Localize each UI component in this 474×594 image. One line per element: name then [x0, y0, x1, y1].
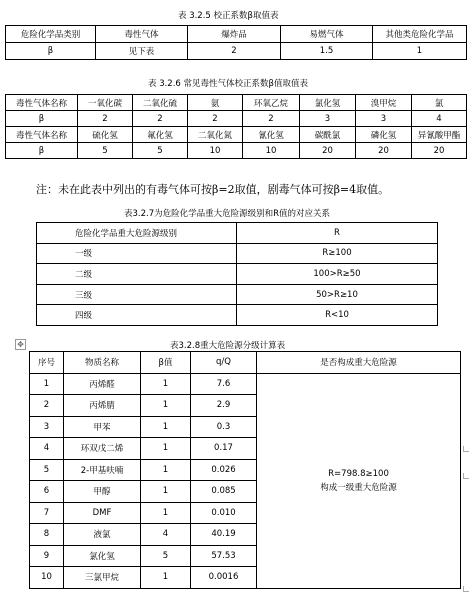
table2-title: 表 3.2.6 常见毒性气体校正系数β值取值表 — [148, 79, 308, 89]
table-cell: 5 — [133, 143, 188, 159]
table-row — [37, 305, 438, 326]
toxic-gas-beta-table — [5, 94, 467, 159]
table-header-cell: 易燃气体 — [281, 26, 373, 43]
table-cell: 2 — [188, 43, 281, 60]
table-cell: 1 — [141, 502, 191, 524]
table-header-cell: 其他类危险化学品 — [373, 26, 467, 43]
table-cell: 2 — [78, 111, 133, 127]
table-cell: 四级 — [37, 305, 237, 326]
table-cell: 10 — [188, 143, 243, 159]
table-cell: 0.010 — [191, 502, 257, 524]
hazard-level-r-table — [36, 222, 438, 326]
table-cell: 硫化氢 — [78, 127, 133, 143]
table-row — [37, 243, 438, 264]
table-header-cell: R — [237, 223, 438, 244]
table-cell: 9 — [30, 545, 64, 567]
table-header-cell: 爆炸品 — [188, 26, 281, 43]
table-cell: 8 — [30, 524, 64, 546]
table-cell: 丙烯醛 — [64, 373, 141, 395]
table-cell: 异氰酸甲酯 — [412, 127, 467, 143]
table-cell: 1 — [373, 43, 467, 60]
table-cell: β — [6, 143, 78, 159]
table-cell: 20 — [300, 143, 356, 159]
table-cell: 1 — [141, 373, 191, 395]
table-cell: 氯化氢 — [64, 545, 141, 567]
table-row — [6, 143, 467, 159]
table-header-cell: β值 — [141, 352, 191, 374]
result-cell — [257, 373, 461, 588]
table-header-cell: 序号 — [30, 352, 64, 374]
table3-title: 表3.2.7为危险化学品重大危险源级别和R值的对应关系 — [124, 209, 331, 219]
table-cell: 3 — [30, 416, 64, 438]
table-cell: 氯化氢 — [300, 95, 356, 111]
paragraph-mark-icon — [463, 473, 469, 479]
table-cell: 4 — [30, 438, 64, 460]
table-cell: 1 — [141, 395, 191, 417]
table-move-handle-icon[interactable]: ✥ — [15, 339, 26, 350]
table-cell: 氟化氢 — [133, 127, 188, 143]
table-cell: 4 — [141, 524, 191, 546]
table-cell: 二氧化硫 — [133, 95, 188, 111]
table-cell: 5 — [141, 545, 191, 567]
table-cell: β — [6, 111, 78, 127]
result-r-value: R=798.8≥100 — [328, 468, 389, 479]
table-cell: R≥100 — [237, 243, 438, 264]
table-cell: 2 — [243, 111, 300, 127]
table-cell: 20 — [356, 143, 412, 159]
table-header-cell: 毒性气体 — [96, 26, 188, 43]
table-cell: 3 — [356, 111, 412, 127]
table-cell: 100>R≥50 — [237, 264, 438, 285]
table-cell: β — [6, 43, 96, 60]
table-cell: 0.17 — [191, 438, 257, 460]
table-cell: 0.026 — [191, 459, 257, 481]
table-cell: 5 — [30, 459, 64, 481]
table-cell: 氰化氢 — [243, 127, 300, 143]
table-cell: 环氧乙烷 — [243, 95, 300, 111]
table-cell: 10 — [243, 143, 300, 159]
table-cell: 毒性气体名称 — [6, 127, 78, 143]
beta-note: 注：未在此表中列出的有毒气体可按β=2取值，剧毒气体可按β=4取值。 — [36, 183, 390, 196]
table1-title: 表 3.2.5 校正系数β取值表 — [178, 11, 279, 21]
table-cell: 2.9 — [191, 395, 257, 417]
table-cell: 二氧化氮 — [188, 127, 243, 143]
paragraph-mark-icon — [463, 446, 469, 452]
table-cell: 2 — [133, 111, 188, 127]
table-cell: 磷化氢 — [356, 127, 412, 143]
table-cell: 甲醇 — [64, 481, 141, 503]
table-cell: 环双戊二烯 — [64, 438, 141, 460]
table-cell: 液氯 — [64, 524, 141, 546]
table-row — [37, 223, 438, 244]
table-cell: 1 — [141, 459, 191, 481]
table-cell: 1 — [141, 567, 191, 589]
table-cell: 溴甲烷 — [356, 95, 412, 111]
table-cell: 1 — [141, 438, 191, 460]
table-cell: DMF — [64, 502, 141, 524]
table-cell: 1.5 — [281, 43, 373, 60]
table-cell: 一氧化碳 — [78, 95, 133, 111]
table-row — [6, 26, 467, 43]
table-cell: 氨 — [188, 95, 243, 111]
table-cell: R<10 — [237, 305, 438, 326]
table-header-cell: 危险化学品重大危险源级别 — [37, 223, 237, 244]
table-cell: 1 — [141, 481, 191, 503]
table-cell: 4 — [412, 111, 467, 127]
table-row — [30, 373, 461, 395]
table-row — [37, 264, 438, 285]
table-cell: 1 — [30, 373, 64, 395]
table-row — [6, 95, 467, 111]
table-cell: 6 — [30, 481, 64, 503]
table-header-cell: q/Q — [191, 352, 257, 374]
beta-category-table — [5, 25, 467, 60]
table-cell: 碳酰氯 — [300, 127, 356, 143]
table-cell: 0.0016 — [191, 567, 257, 589]
result-conclusion: 构成一级重大危险源 — [320, 482, 397, 493]
table4-title: 表3.2.8重大危险源分级计算表 — [170, 341, 286, 351]
table-row — [6, 43, 467, 60]
table-cell: 一级 — [37, 243, 237, 264]
table-cell: 40.19 — [191, 524, 257, 546]
table-cell: 三氯甲烷 — [64, 567, 141, 589]
table-header-cell: 是否构成重大危险源 — [257, 352, 461, 374]
table-cell: 三级 — [37, 284, 237, 305]
table-row — [6, 111, 467, 127]
table-cell: 57.53 — [191, 545, 257, 567]
paragraph-mark-icon — [463, 586, 469, 592]
table-cell: 50>R≥10 — [237, 284, 438, 305]
table-cell: 氯 — [412, 95, 467, 111]
table-cell: 2-甲基呋喃 — [64, 459, 141, 481]
table-cell: 7.6 — [191, 373, 257, 395]
table-cell: 甲苯 — [64, 416, 141, 438]
table-cell: 3 — [300, 111, 356, 127]
table-row — [30, 352, 461, 374]
table-cell: 0.085 — [191, 481, 257, 503]
table-cell: 10 — [30, 567, 64, 589]
table-cell: 2 — [188, 111, 243, 127]
table-cell: 5 — [78, 143, 133, 159]
hazard-classification-table — [29, 351, 461, 589]
table-cell: 丙烯腈 — [64, 395, 141, 417]
table-cell: 毒性气体名称 — [6, 95, 78, 111]
table-cell: 0.3 — [191, 416, 257, 438]
table-cell: 7 — [30, 502, 64, 524]
table-row — [6, 127, 467, 143]
table-row — [37, 284, 438, 305]
table-cell: 1 — [141, 416, 191, 438]
table-cell: 见下表 — [96, 43, 188, 60]
table-header-cell: 危险化学品类别 — [6, 26, 96, 43]
table-cell: 二级 — [37, 264, 237, 285]
table-cell: 2 — [30, 395, 64, 417]
table-header-cell: 物质名称 — [64, 352, 141, 374]
table-cell: 20 — [412, 143, 467, 159]
